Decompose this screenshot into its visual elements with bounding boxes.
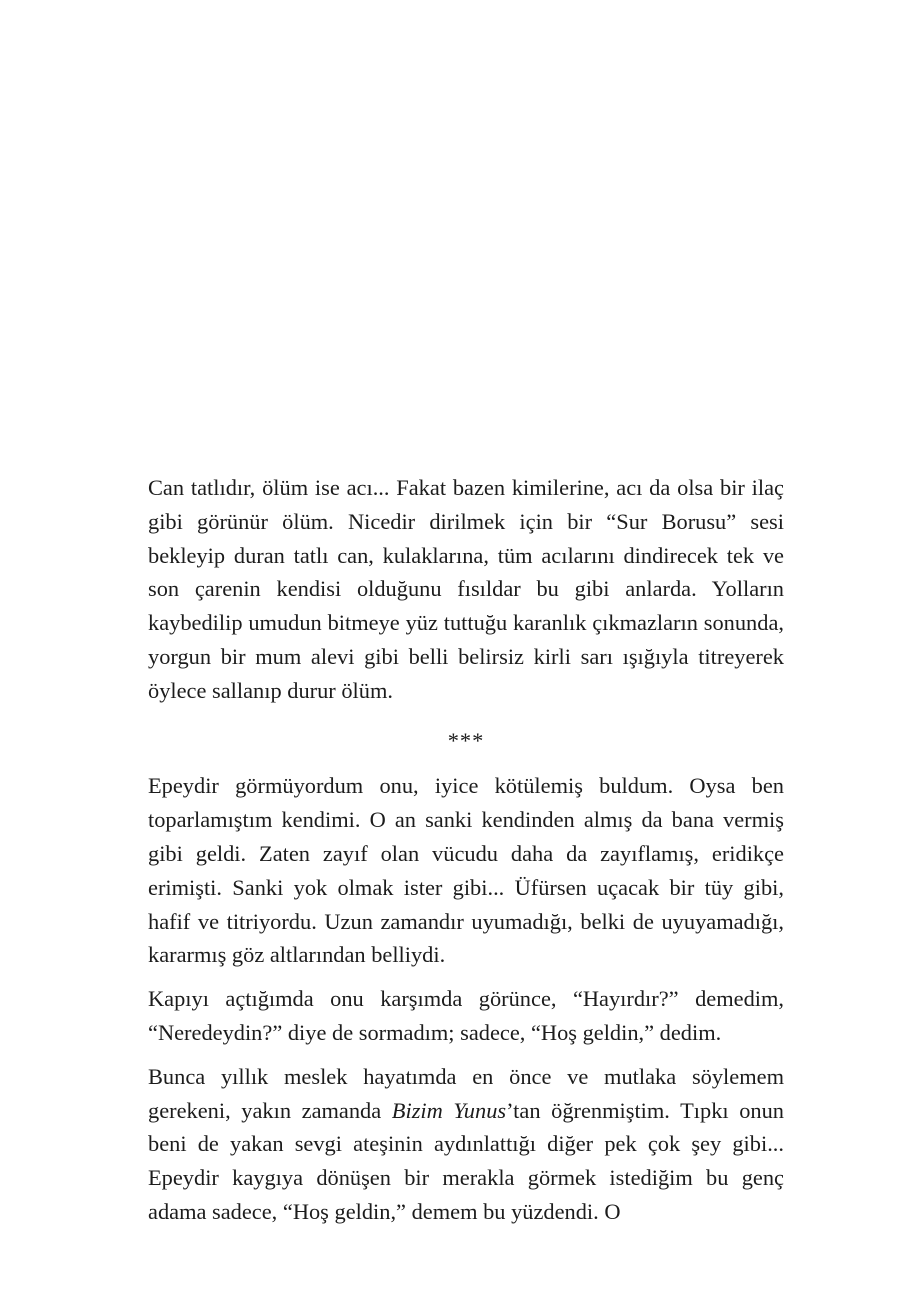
paragraph-4-end: ’tan öğrenmiştim. Tıpkı onun beni de yakan sevgi ateşinin aydınlattığı diğer pek çok şey gibi... Epeydir kaygıya dönüşen bir merakla görmek istediğim bu genç adama sadece, “Hoş geldin,” demem bu yüzdendi. O: [148, 1097, 785, 1224]
paragraph-4-start: Bunca yıllık meslek hayatımda en önce ve mutlaka söylemem gerekeni, yakın zamanda: [148, 1063, 784, 1123]
paragraph-2: Epeydir görmüyordum onu, iyice kötülemiş buldum. Oysa ben toparlamıştım kendimi. O an sanki kendinden almış da bana vermiş gibi geldi. Zaten zayıf olan vücudu daha da zayıflamış, eridikçe erimişti. Sanki yok olmak ister gibi... Üfürsen uçacak bir tüy gibi, hafif ve titriyordu. Uzun zamandır uyumadığı, belki de uyuyamadığı, kararmış göz altlarından belliydi.: [148, 773, 784, 968]
paragraph-4: [148, 1060, 784, 1229]
paragraph-3: Kapıyı açtığımda onu karşımda görünce, “Hayırdır?” demedim, “Neredeydin?” diye de sormadım; sadece, “Hoş geldin,” dedim.: [148, 986, 784, 1045]
section-separator: ***: [447, 727, 485, 753]
paragraph-1: Can tatlıdır, ölüm ise acı... Fakat bazen kimilerine, acı da olsa bir ilaç gibi görünür ölüm. Nicedir dirilmek için bir “Sur Borusu” sesi bekleyip duran tatlı can, kulaklarına, tüm acılarını dindirecek tek ve son çarenin kendisi olduğunu fısıldar bu gibi anlarda. Yolların kaybedilip umudun bitmeye yüz tuttuğu karanlık çıkmazların sonunda, yorgun bir mum alevi gibi belli belirsiz kirli sarı ışığıyla titreyerek öylece sallanıp durur ölüm.: [148, 475, 784, 703]
body-text: [148, 471, 784, 1229]
book-title-italic: Bizim Yunus: [391, 1097, 507, 1123]
